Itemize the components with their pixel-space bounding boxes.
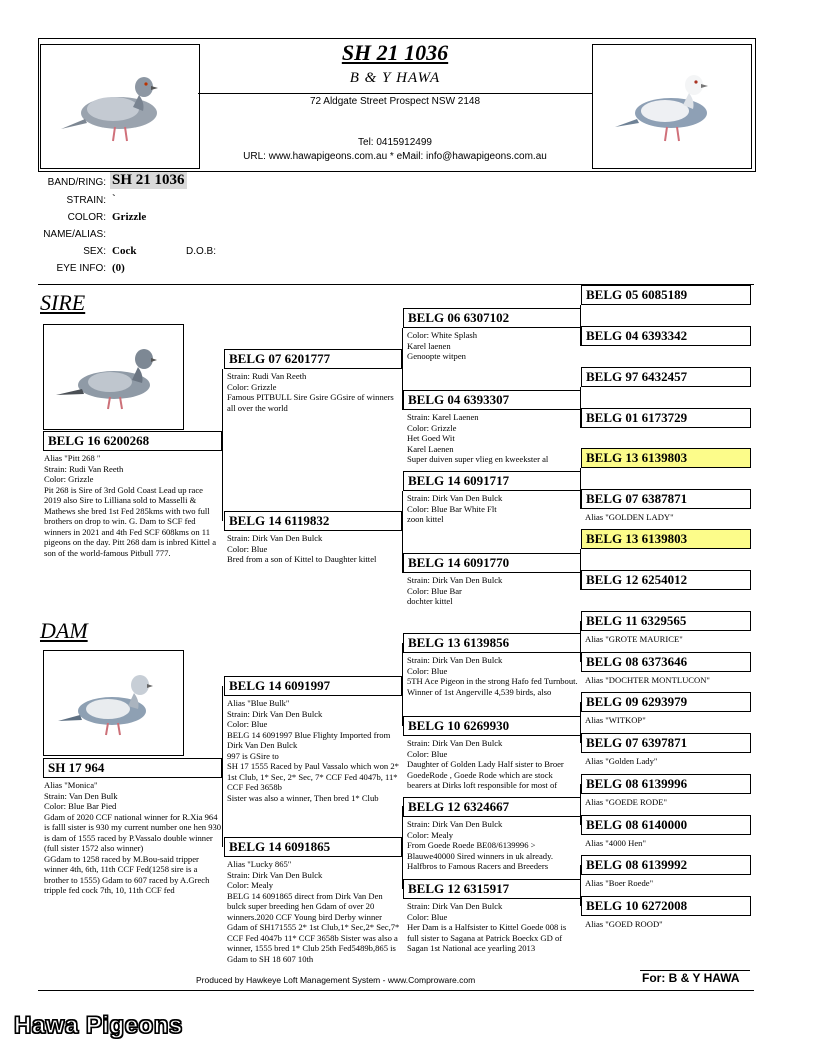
- pigeon-image: [41, 45, 199, 168]
- connector: [402, 806, 403, 889]
- connector: [402, 643, 403, 726]
- g2-ring: BELG 14 6091865: [224, 837, 402, 857]
- g3-details: [407, 412, 579, 468]
- header-owner: B & Y HAWA: [349, 70, 441, 86]
- g3-ring: BELG 12 6324667: [403, 797, 581, 817]
- g3-ring: BELG 12 6315917: [403, 879, 581, 899]
- dam-details: [44, 780, 222, 922]
- name-label: NAME/ALIAS:: [43, 229, 106, 240]
- detail-line: Color: Blue: [407, 748, 448, 759]
- g2-details: [227, 533, 401, 593]
- detail-line: Strain: Dirk Van Den Bulck: [407, 493, 503, 503]
- g4-ring: BELG 01 6173729: [581, 408, 751, 428]
- detail-line: 5TH Ace Pigeon in the strong Hafo fed Turnbout.: [407, 676, 578, 686]
- footer-rule: [38, 990, 754, 991]
- detail-line: Alias "Lucky 865": [227, 859, 292, 869]
- detail-line: Color: Blue: [227, 543, 268, 554]
- dam-heading: DAM: [40, 618, 88, 643]
- header-url: URL: www.hawapigeons.com.au * eMail: info@hawapigeons.com.au: [243, 151, 547, 162]
- detail-line: zoon kittel: [407, 514, 444, 524]
- color-label: COLOR:: [67, 212, 106, 223]
- sire-details: [44, 453, 222, 583]
- detail-line: 997 is GSire to: [227, 750, 279, 761]
- g4-alias: Alias "GOEDE RODE": [585, 797, 667, 807]
- connector: [222, 369, 223, 521]
- sire-photo: [43, 324, 184, 430]
- detail-line: SH 17 1555 Raced by Paul Vassalo which won 2* 1st Club, 1* Sec, 2* Sec, 7* CCF Fed 4047b, 11* CCF Fed 3658b: [227, 761, 399, 792]
- detail-line: Her Dam is a Halfsister to Kittel Goede 008 is full sister to Sagana at Patrick Boeckx GD of Sagan 1st National ace yearling 2013: [407, 922, 567, 953]
- detail-line: Gdam of 2020 CCF national winner for R.Xia 964 is falll sister is 930 my current number one hen 930 is dam of 1555 raced by P.Vassalo double winner (full sister 1572 also winner): [44, 811, 222, 853]
- g4-alias: Alias "GROTE MAURICE": [585, 634, 683, 644]
- g4-ring: BELG 08 6139996: [581, 774, 751, 794]
- g3-details: [407, 901, 579, 965]
- eye-label: EYE INFO:: [56, 263, 106, 274]
- detail-line: Strain: Van Den Bulk: [44, 790, 118, 801]
- g3-ring: BELG 14 6091717: [403, 471, 581, 491]
- detail-line: Sister was also a winner, Then bred 1* Club: [227, 792, 379, 803]
- pigeon-image: [593, 45, 751, 168]
- dam-ring: SH 17 964: [43, 758, 222, 778]
- sex-value: Cock: [112, 245, 137, 257]
- g4-ring: BELG 13 6139803: [581, 529, 751, 549]
- g3-ring: BELG 13 6139856: [403, 633, 581, 653]
- connector: [222, 686, 223, 847]
- g3-details: [407, 575, 579, 615]
- header-ring: SH 21 1036: [341, 40, 449, 65]
- detail-line: GGdam to 1258 raced by M.Bou-said tripper winner 4th, 6th, 11th CCF Fed(1258 sire is a brother to 1555) Gdam to 607 raced by A.Grech tripple fed cock 7th, 10, 11th CCF fed: [44, 853, 210, 895]
- g4-alias: Alias "Golden Lady": [585, 756, 658, 766]
- detail-line: Alias "Monica": [44, 780, 98, 790]
- g3-ring: BELG 14 6091770: [403, 553, 581, 573]
- detail-line: Famous PITBULL Sire Gsire GGsire of winners all over the world: [227, 392, 394, 413]
- detail-line: Color: Blue: [407, 911, 448, 922]
- g4-alias: Alias "GOED ROOD": [585, 919, 663, 929]
- detail-line: Color: Mealy: [407, 829, 454, 840]
- eye-value: (0): [112, 262, 125, 274]
- g4-alias: Alias "4000 Hen": [585, 838, 646, 848]
- detail-line: Daughter of Golden Lady Half sister to Broer GoedeRode , Goede Rode which are stock bearers at Dirks loft responsible for most of: [407, 759, 564, 790]
- detail-line: Color: Blue Bar White Flt: [407, 503, 497, 514]
- g4-ring: BELG 05 6085189: [581, 285, 751, 305]
- g4-ring: BELG 04 6393342: [581, 326, 751, 346]
- header-photo-left: [40, 44, 200, 169]
- detail-line: dochter kittel: [407, 596, 453, 606]
- pigeon-image: [44, 651, 183, 755]
- g3-details: [407, 738, 579, 794]
- detail-line: BELG 14 6091865 direct from Dirk Van Den bulck super breeding hen Gdam of over 20 winners.2020 CCF Young bird Derby winner Gdam of SH171555 2* 1st Club,1* Sec,2* Sec,7* CCF Fed 4047b 11* CCF 3658b Sister was also a winner, 1555 bred 1* Club 25th Fed5489b,865 is Gdam to SH 18 607 10th: [227, 890, 400, 964]
- detail-line: Color: Blue: [407, 665, 448, 676]
- g2-details: [227, 698, 401, 822]
- detail-line: Color: Grizzle: [44, 474, 94, 484]
- detail-line: Strain: Rudi Van Reeth: [44, 463, 124, 474]
- detail-line: Strain: Dirk Van Den Bulck: [227, 869, 323, 880]
- detail-line: Het Goed Wit: [407, 433, 455, 443]
- detail-line: Super duiven super vlieg en kweekster al: [407, 454, 549, 464]
- g4-alias: Alias "WITKOP": [585, 715, 646, 725]
- for-label: For: B & Y HAWA: [642, 971, 740, 985]
- detail-line: Winner of 1st Angerville 4,539 birds, also: [407, 686, 552, 697]
- detail-line: Strain: Dirk Van Den Bulck: [407, 655, 503, 665]
- g4-ring: BELG 08 6140000: [581, 815, 751, 835]
- g4-ring: BELG 08 6373646: [581, 652, 751, 672]
- g4-ring: BELG 10 6272008: [581, 896, 751, 916]
- g3-ring: BELG 10 6269930: [403, 716, 581, 736]
- sire-ring: BELG 16 6200268: [43, 431, 222, 451]
- g2-details: [227, 859, 401, 975]
- g3-details: [407, 330, 579, 386]
- detail-line: Strain: Dirk Van Den Bulck: [227, 533, 323, 543]
- g4-ring: BELG 09 6293979: [581, 692, 751, 712]
- detail-line: Color: Mealy: [227, 880, 274, 890]
- detail-line: Color: Grizzle: [407, 422, 457, 433]
- detail-line: Karel Laenen: [407, 443, 454, 454]
- color-value: Grizzle: [112, 211, 147, 223]
- detail-line: Color: Grizzle: [227, 381, 277, 392]
- g4-ring: BELG 07 6387871: [581, 489, 751, 509]
- detail-line: Color: Blue Bar Pied: [44, 801, 117, 811]
- g4-alias: Alias "DOCHTER MONTLUCON": [585, 675, 710, 685]
- detail-line: Bred from a son of Kittel to Daughter kittel: [227, 554, 377, 564]
- header-tel: Tel: 0415912499: [358, 137, 432, 148]
- watermark: Hawa Pigeons: [14, 1012, 183, 1039]
- detail-line: Pit 268 is Sire of 3rd Gold Coast Lead up race 2019 also Sire to Lilliana sold to Masselli & Mathews she bred 1st Fed 285kms with two full brothers on drop to win. G. Dam to SCF fed winners in 2021 and 4th Fed SCF 608kms on 11 pigeons on the day. Pitt 268 dam is inbred Kittel a son of the world-famous Pitbull 777.: [44, 484, 217, 558]
- header-address: 72 Aldgate Street Prospect NSW 2148: [309, 96, 481, 107]
- header-photo-right: [592, 44, 752, 169]
- g2-ring: BELG 07 6201777: [224, 349, 402, 369]
- detail-line: Strain: Dirk Van Den Bulck: [407, 819, 503, 829]
- sex-label: SEX:: [83, 246, 106, 257]
- detail-line: Karel laenen: [407, 340, 451, 351]
- g4-alias: Alias "GOLDEN LADY": [585, 512, 674, 522]
- dob-label: D.O.B:: [186, 246, 217, 257]
- g3-details: [407, 493, 579, 549]
- g2-ring: BELG 14 6119832: [224, 511, 402, 531]
- g4-ring: BELG 12 6254012: [581, 570, 751, 590]
- detail-line: Color: Blue: [227, 719, 268, 729]
- detail-line: Strain: Karel Laenen: [407, 412, 479, 422]
- detail-line: Strain: Dirk Van Den Bulck: [407, 901, 503, 911]
- detail-line: Strain: Dirk Van Den Bulck: [227, 708, 323, 719]
- g3-ring: BELG 06 6307102: [403, 308, 581, 328]
- g4-ring: BELG 97 6432457: [581, 367, 751, 387]
- g4-ring: BELG 13 6139803: [581, 448, 751, 468]
- g3-details: [407, 655, 579, 713]
- band-value: SH 21 1036: [112, 172, 185, 188]
- detail-line: BELG 14 6091997 Blue Flighty Imported from Dirk Van Den Bulck: [227, 729, 391, 750]
- g4-ring: BELG 08 6139992: [581, 855, 751, 875]
- detail-line: Strain: Rudi Van Reeth: [227, 371, 307, 381]
- detail-line: From Goede Roede BE08/6139996 > Blauwe40000 Sired winners in uk already. Halfbros to Famous Racers and Breeders: [407, 840, 553, 871]
- sire-heading: SIRE: [40, 290, 86, 315]
- detail-line: Alias "Blue Bulk": [227, 698, 290, 708]
- g3-details: [407, 819, 579, 877]
- detail-line: Strain: Dirk Van Den Bulck: [407, 575, 503, 585]
- g4-ring: BELG 07 6397871: [581, 733, 751, 753]
- dam-photo: [43, 650, 184, 756]
- produced-by: Produced by Hawkeye Loft Management System - www.Comproware.com: [196, 975, 476, 985]
- g2-details: [227, 371, 401, 431]
- detail-line: Color: Blue Bar: [407, 585, 462, 596]
- detail-line: Alias "Pitt 268 ": [44, 453, 101, 463]
- header-rule: [198, 93, 592, 94]
- g3-ring: BELG 04 6393307: [403, 390, 581, 410]
- band-label: BAND/RING:: [47, 177, 106, 188]
- pigeon-image: [44, 325, 183, 429]
- detail-line: Genoopte witpen: [407, 351, 466, 361]
- strain-label: STRAIN:: [66, 195, 106, 206]
- detail-line: Color: White Splash: [407, 330, 478, 340]
- detail-line: Strain: Dirk Van Den Bulck: [407, 738, 503, 748]
- g4-ring: BELG 11 6329565: [581, 611, 751, 631]
- g2-ring: BELG 14 6091997: [224, 676, 402, 696]
- g4-alias: Alias "Boer Roede": [585, 878, 654, 888]
- strain-value: `: [112, 193, 116, 205]
